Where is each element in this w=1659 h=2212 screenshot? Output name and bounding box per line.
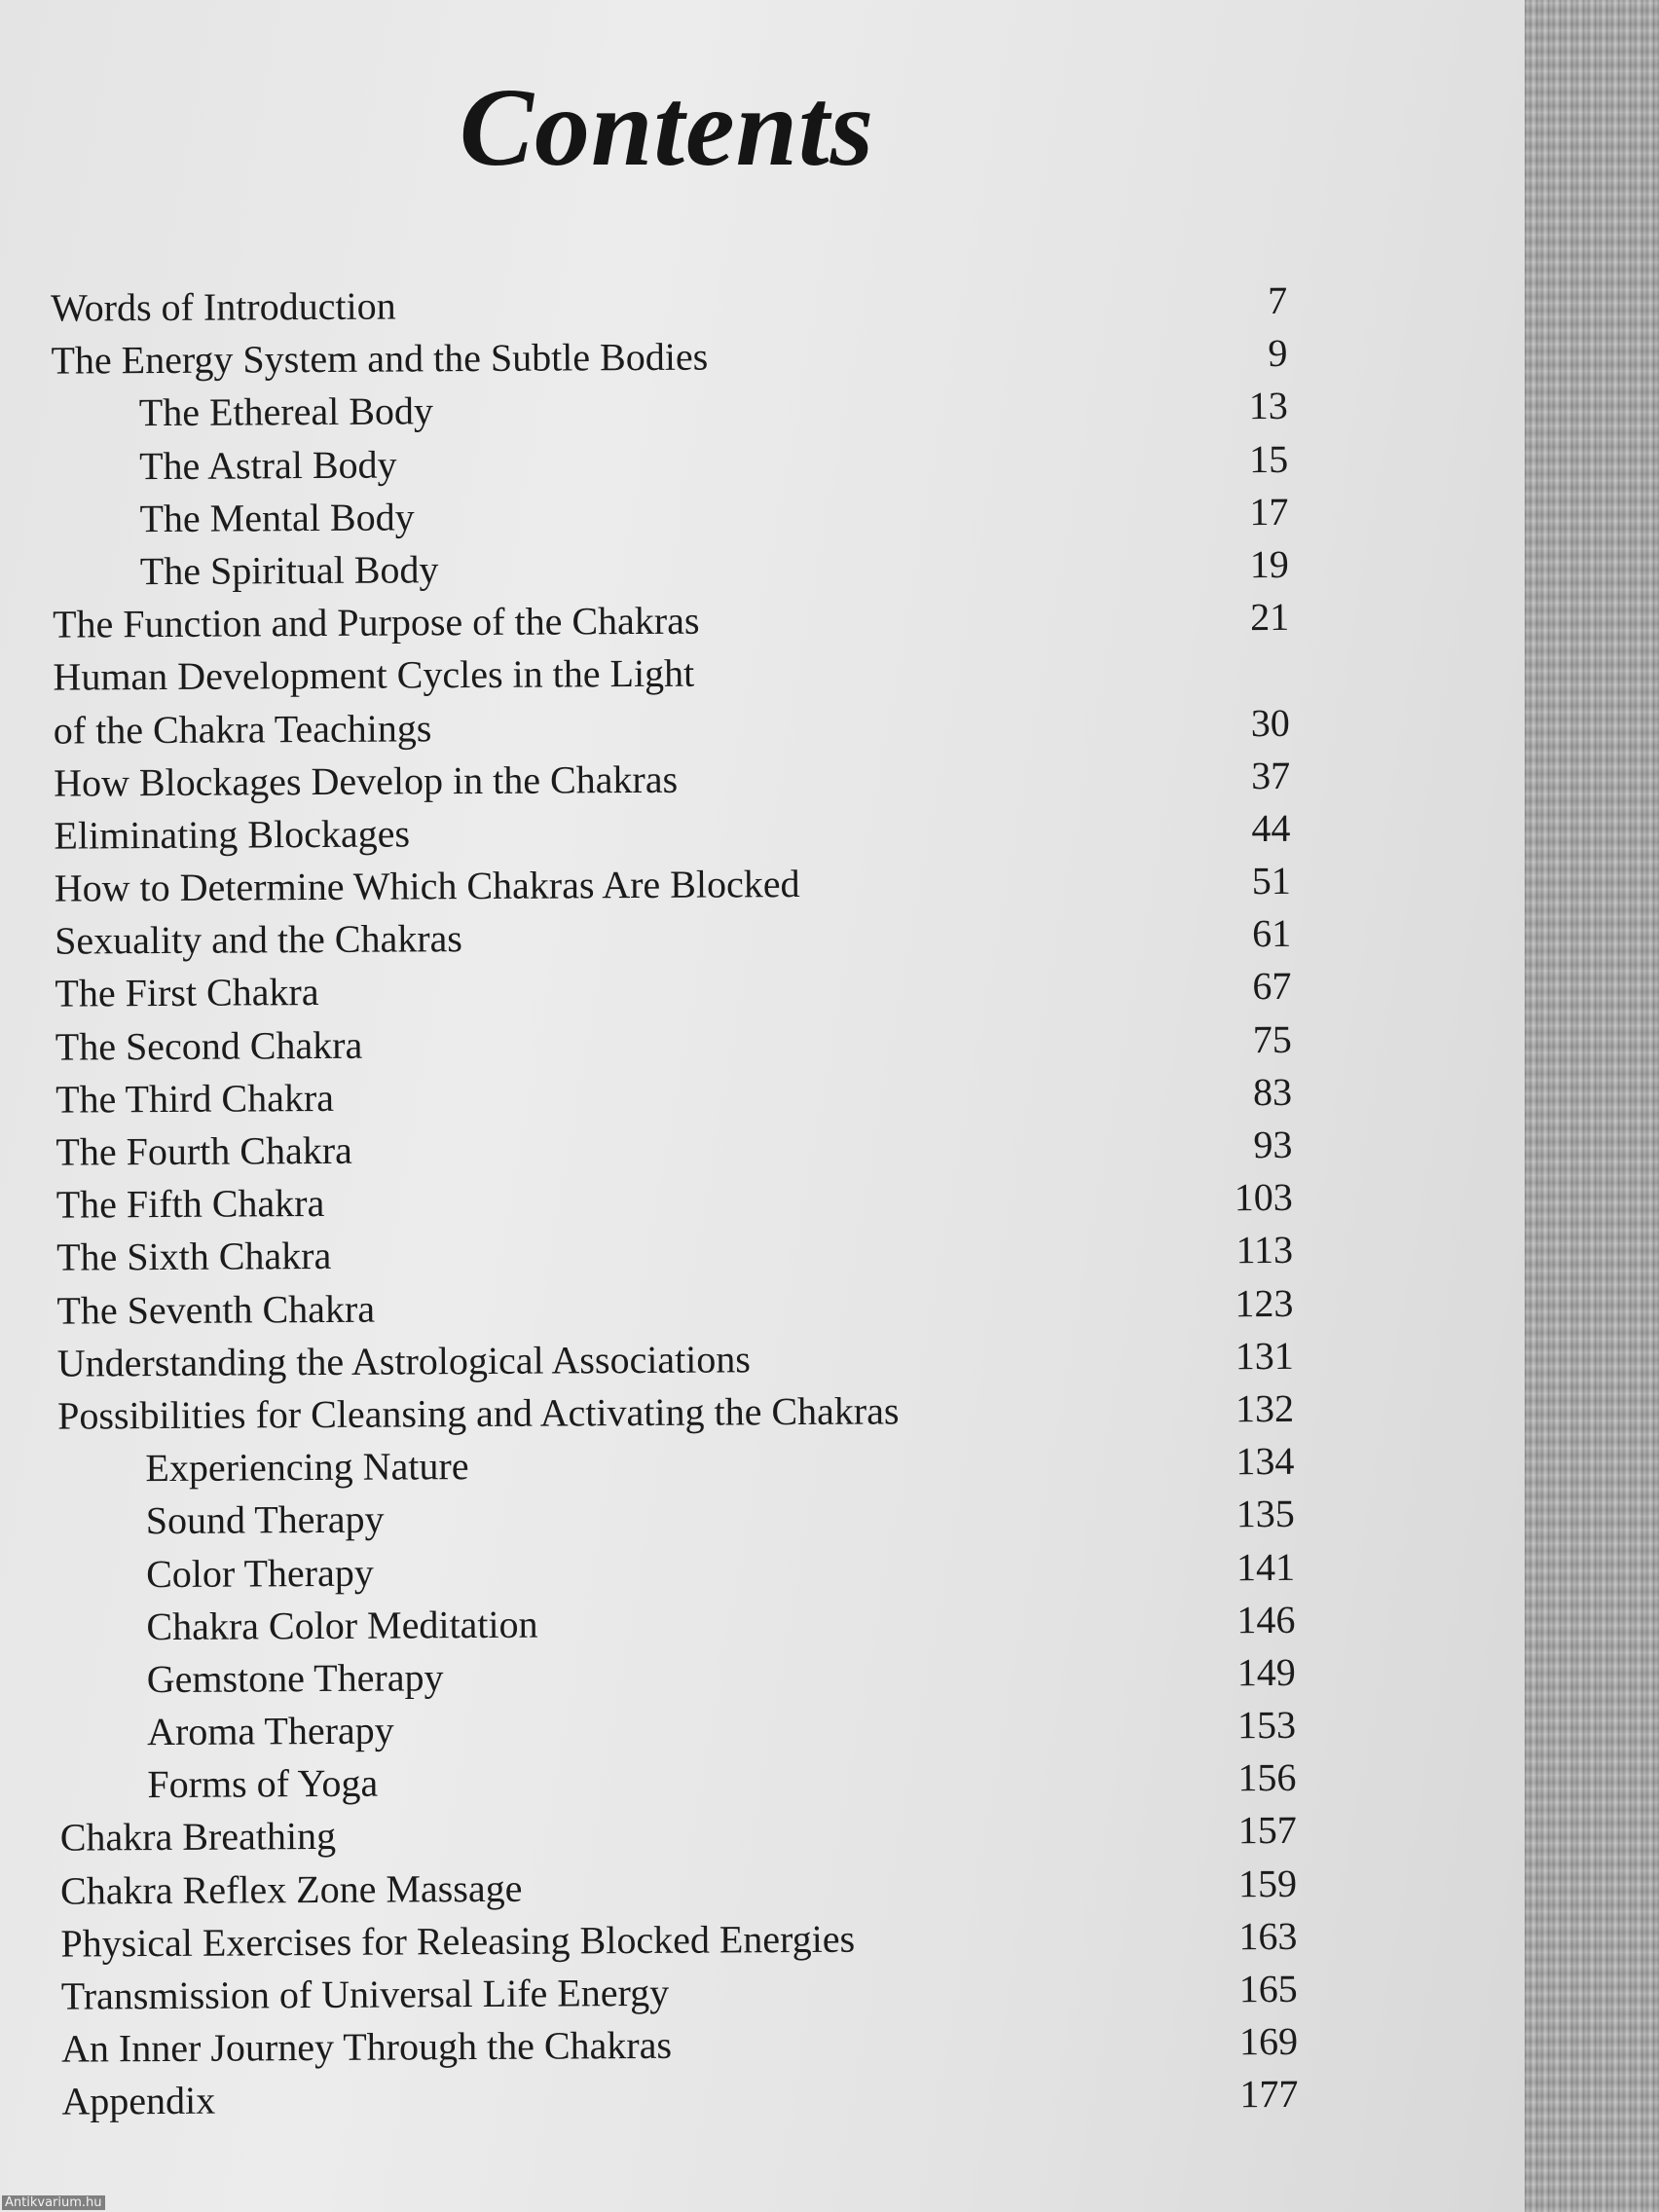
toc-entry-title: Forms of Yoga — [147, 1760, 379, 1807]
toc-entry — [11, 1961, 1535, 2023]
toc-entry — [9, 1697, 1533, 1759]
toc-entry — [9, 1644, 1533, 1707]
toc-entry-page-number: 113 — [1235, 1228, 1294, 1272]
toc-entry — [4, 906, 1529, 969]
toc-entry — [1, 431, 1526, 494]
page-title: Contents — [459, 65, 875, 190]
toc-entry-title: The Fifth Chakra — [55, 1181, 325, 1227]
toc-entry — [2, 590, 1527, 652]
toc-entry-title: How Blockages Develop in the Chakras — [54, 756, 679, 805]
toc-entry-page-number: 17 — [1249, 489, 1289, 534]
toc-entry-page-number: 67 — [1252, 964, 1292, 1009]
toc-entry-page-number: 123 — [1235, 1280, 1294, 1325]
toc-entry-page-number: 159 — [1237, 1861, 1298, 1905]
toc-entry-page-number: 149 — [1236, 1649, 1296, 1695]
toc-entry — [10, 1856, 1534, 1918]
toc-entry-title: Words of Introduction — [51, 283, 396, 330]
toc-entry-title: The Ethereal Body — [138, 388, 434, 435]
toc-entry — [3, 695, 1528, 757]
toc-entry — [11, 2014, 1535, 2077]
toc-entry-page-number: 163 — [1238, 1913, 1298, 1959]
toc-entry-page-number: 131 — [1235, 1333, 1294, 1379]
toc-entry — [11, 2067, 1535, 2129]
toc-entry — [5, 1117, 1530, 1179]
toc-entry-title: Transmission of Universal Life Energy — [60, 1970, 670, 2018]
toc-entry-title: Possibilities for Cleansing and Activating the Chakras — [56, 1388, 900, 1438]
toc-entry — [9, 1751, 1533, 1813]
toc-entry-title: Appendix — [61, 2079, 216, 2124]
toc-entry-title: Gemstone Therapy — [146, 1655, 444, 1701]
toc-entry-page-number: 132 — [1235, 1385, 1295, 1431]
toc-entry-page-number: 51 — [1251, 858, 1291, 903]
toc-entry-title: The Third Chakra — [55, 1075, 335, 1122]
toc-entry-page-number: 169 — [1238, 2019, 1299, 2064]
toc-entry — [0, 326, 1525, 388]
toc-entry-page-number: 103 — [1234, 1175, 1293, 1220]
toc-entry-title: The Seventh Chakra — [56, 1286, 376, 1333]
toc-entry-page-number: 146 — [1236, 1597, 1296, 1641]
toc-entry — [8, 1539, 1532, 1602]
toc-entry — [10, 1803, 1534, 1865]
toc-entry — [7, 1381, 1531, 1443]
toc-entry-title: Physical Exercises for Releasing Blocked Energies — [60, 1916, 856, 1966]
watermark: Antikvarium.hu — [2, 2195, 105, 2210]
toc-entry — [2, 536, 1527, 599]
toc-entry-title: The Fourth Chakra — [55, 1127, 352, 1174]
toc-entry-page-number: 37 — [1250, 753, 1291, 797]
toc-entry-page-number: 156 — [1237, 1755, 1297, 1800]
toc-entry — [3, 800, 1528, 863]
toc-entry-title: The Energy System and the Subtle Bodies — [51, 334, 709, 383]
toc-entry-page-number: 153 — [1236, 1702, 1297, 1748]
toc-entry-title: Human Development Cycles in the Light — [53, 650, 695, 699]
toc-entry — [4, 853, 1529, 915]
toc-entry-title: The Spiritual Body — [139, 547, 439, 594]
toc-entry-page-number: 7 — [1268, 277, 1288, 323]
toc-entry-title: The First Chakra — [55, 970, 319, 1016]
toc-entry — [6, 1170, 1530, 1233]
toc-entry — [5, 1064, 1530, 1126]
toc-entry-page-number: 19 — [1249, 541, 1289, 587]
toc-entry-title: Sexuality and the Chakras — [54, 916, 463, 963]
toc-entry-page-number: 165 — [1238, 1966, 1298, 2011]
toc-entry-page-number: 157 — [1237, 1808, 1297, 1853]
toc-entry-title: How to Determine Which Chakras Are Blocked — [54, 862, 800, 910]
toc-entry-page-number: 9 — [1268, 331, 1288, 376]
toc-entry-title: Understanding the Astrological Associations — [56, 1337, 752, 1385]
toc-entry-title: Eliminating Blockages — [54, 811, 411, 858]
toc-entry-title: Experiencing Nature — [145, 1444, 469, 1491]
toc-entry-page-number: 44 — [1251, 805, 1291, 851]
toc-entry — [2, 643, 1527, 705]
toc-entry-page-number: 75 — [1252, 1016, 1292, 1061]
toc-entry-page-number: 177 — [1239, 2072, 1299, 2117]
toc-entry-page-number: 30 — [1250, 700, 1290, 745]
toc-entry-title: Sound Therapy — [145, 1496, 385, 1543]
toc-entry-title: The Second Chakra — [55, 1022, 363, 1069]
toc-entry-page-number: 134 — [1235, 1439, 1295, 1484]
table-of-contents — [0, 273, 1536, 2128]
toc-entry-page-number: 135 — [1235, 1492, 1295, 1536]
toc-entry-page-number: 15 — [1248, 436, 1289, 481]
toc-entry — [8, 1592, 1532, 1654]
toc-entry-title: Chakra Reflex Zone Massage — [59, 1865, 523, 1913]
toc-entry-title: Color Therapy — [145, 1550, 374, 1596]
toc-entry-page-number: 61 — [1251, 911, 1292, 956]
toc-entry — [5, 1012, 1530, 1074]
toc-entry-title: Chakra Color Meditation — [146, 1602, 538, 1648]
toc-entry-title: Aroma Therapy — [146, 1708, 394, 1754]
toc-entry — [7, 1328, 1531, 1390]
toc-entry-title: The Astral Body — [139, 442, 397, 488]
toc-entry-page-number: 13 — [1248, 384, 1288, 428]
toc-entry-title: Chakra Breathing — [59, 1814, 337, 1861]
toc-entry-title: The Mental Body — [139, 495, 415, 540]
toc-entry-page-number: 21 — [1249, 595, 1290, 640]
toc-entry — [1, 379, 1526, 441]
toc-entry-page-number: 83 — [1252, 1069, 1293, 1114]
toc-entry — [7, 1434, 1531, 1496]
toc-entry-page-number: 93 — [1253, 1122, 1293, 1167]
toc-entry — [1, 484, 1526, 546]
toc-entry-title: The Function and Purpose of the Chakras — [53, 598, 700, 646]
book-binding-edge — [1525, 0, 1659, 2212]
toc-entry-page-number: 141 — [1235, 1544, 1296, 1589]
toc-entry — [0, 273, 1525, 335]
toc-entry — [6, 1223, 1530, 1285]
toc-entry — [3, 748, 1528, 810]
toc-entry — [10, 1908, 1534, 1971]
toc-entry — [8, 1487, 1532, 1549]
toc-entry-title: The Sixth Chakra — [55, 1234, 332, 1280]
toc-entry-title: An Inner Journey Through the Chakras — [60, 2023, 673, 2071]
toc-entry-title: of the Chakra Teachings — [53, 705, 432, 753]
toc-entry — [6, 1275, 1530, 1338]
toc-entry — [4, 959, 1529, 1021]
